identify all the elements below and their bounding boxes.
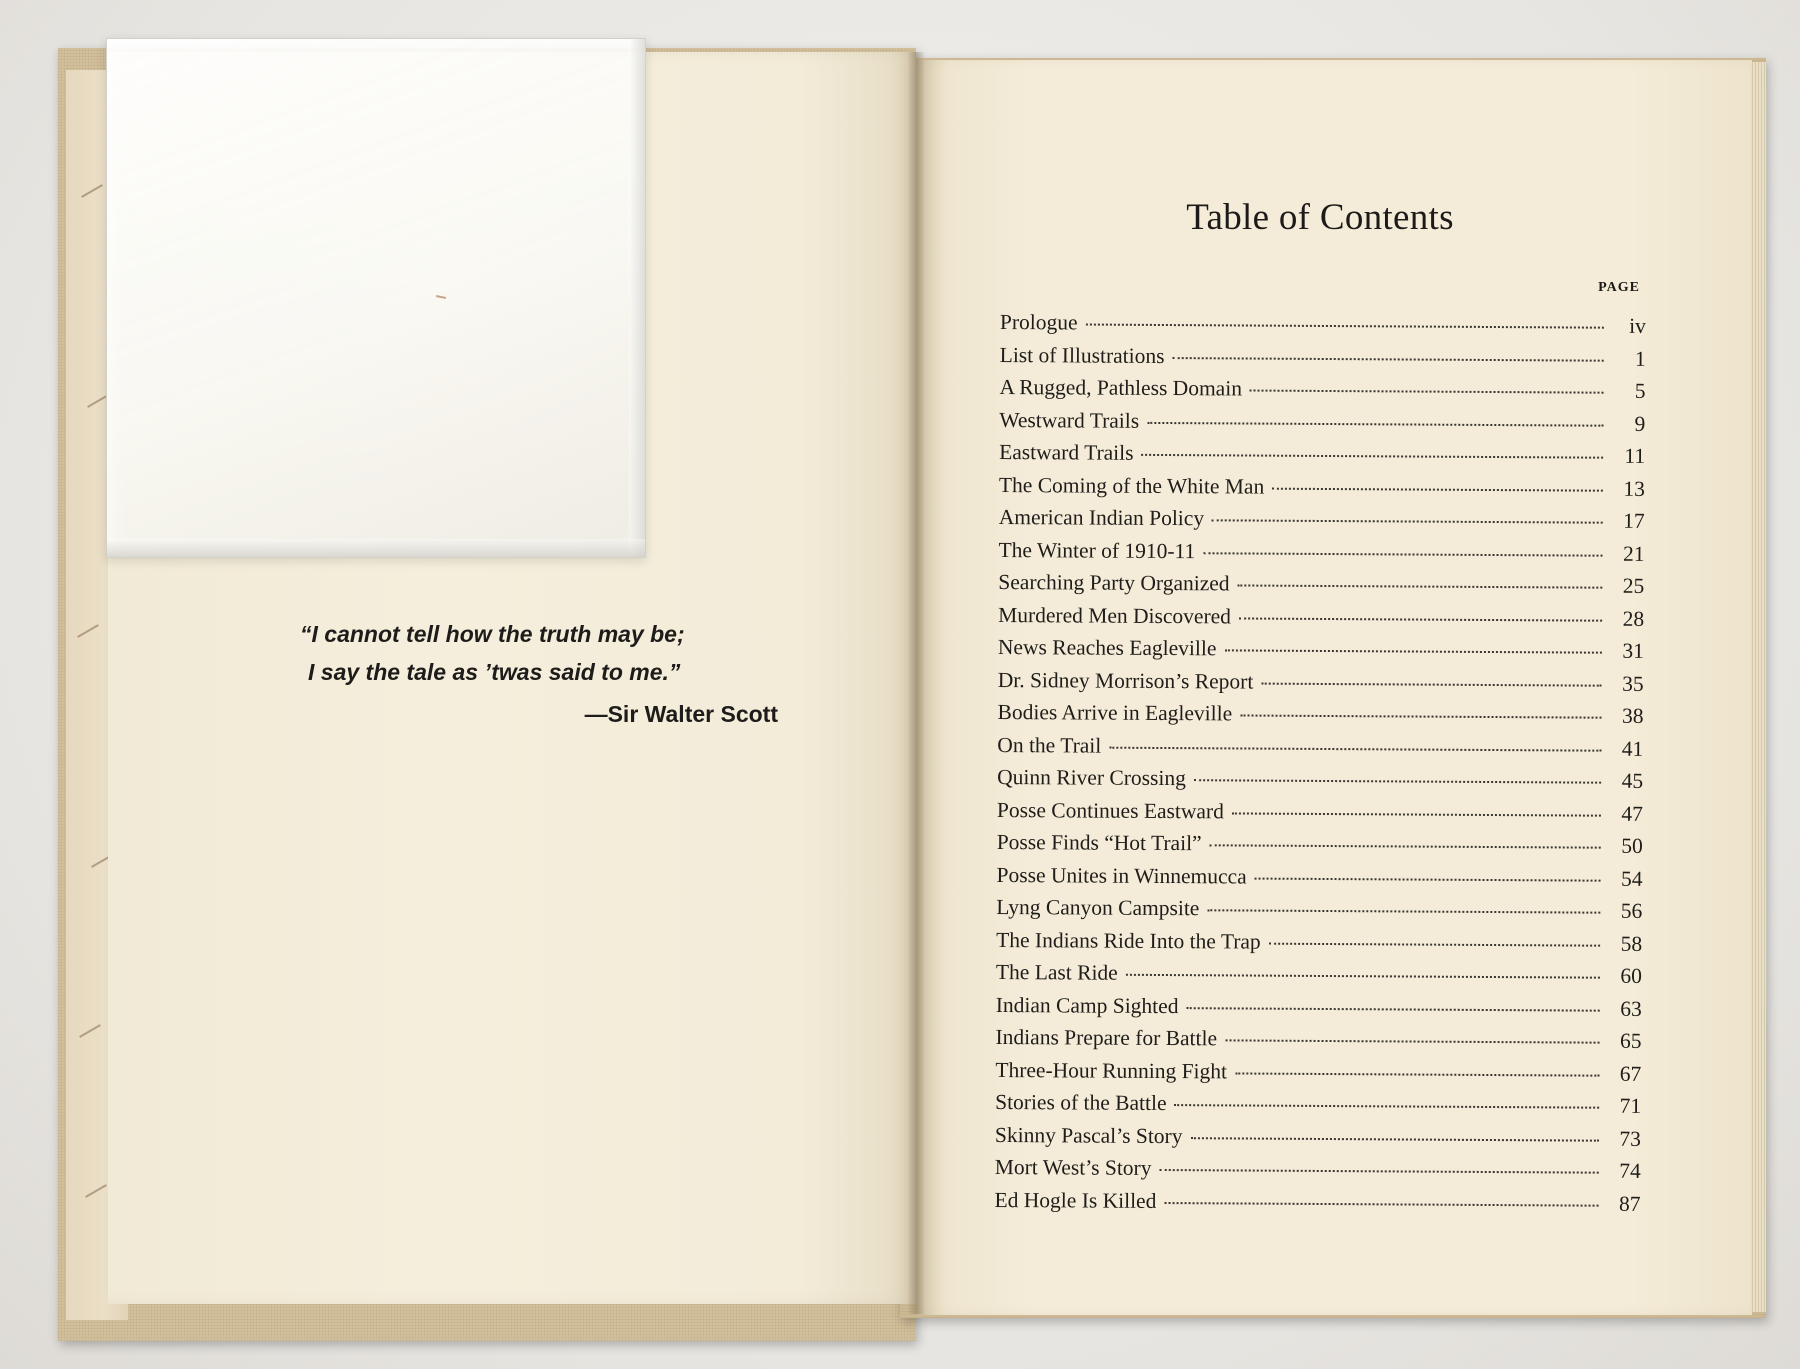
toc-entry-page: 31 — [1622, 638, 1645, 663]
toc-entry-page: 54 — [1620, 866, 1643, 891]
toc-entry — [998, 537, 1644, 573]
toc-entry-title: Stories of the Battle — [995, 1089, 1167, 1116]
toc-entry-page: 58 — [1620, 931, 1643, 956]
toc-dot-leader — [1261, 682, 1601, 686]
toc-entry — [995, 1090, 1641, 1126]
toc-entry-title: Lyng Canyon Campsite — [996, 894, 1200, 921]
toc-entry — [996, 862, 1642, 898]
toc-entry — [995, 1057, 1641, 1093]
epigraph-line-1: “I cannot tell how the truth may be; — [300, 621, 685, 647]
toc-entry-page: 13 — [1623, 476, 1645, 501]
toc-dot-leader — [1232, 812, 1601, 816]
toc-entry-page: 28 — [1622, 606, 1645, 631]
toc-entry-title: Indian Camp Sighted — [995, 992, 1179, 1018]
toc-dot-leader — [1238, 584, 1603, 588]
toc-entry-title: Indians Prepare for Battle — [995, 1024, 1218, 1051]
toc-entry-page: 71 — [1619, 1093, 1642, 1118]
page-edges — [1750, 62, 1766, 1312]
toc-entry-title: Quinn River Crossing — [997, 764, 1186, 791]
toc-entry — [997, 797, 1643, 833]
toc-dot-leader — [1203, 552, 1602, 556]
toc-entry — [994, 1187, 1640, 1223]
toc-dot-leader — [1147, 421, 1603, 426]
toc-entry-page: 11 — [1624, 443, 1646, 468]
toc-entry-page: 50 — [1621, 833, 1643, 858]
toc-list — [994, 310, 1646, 1224]
toc-dot-leader — [1086, 324, 1604, 329]
toc-entry-title: Posse Unites in Winnemucca — [996, 862, 1247, 889]
toc-entry — [999, 440, 1645, 476]
toc-entry-page: 17 — [1623, 508, 1645, 533]
toc-entry — [996, 992, 1642, 1028]
toc-dot-leader — [1235, 1072, 1599, 1076]
toc-entry-title: On the Trail — [997, 732, 1102, 758]
toc-dot-leader — [1225, 1039, 1600, 1043]
toc-dot-leader — [1164, 1202, 1598, 1207]
toc-entry — [996, 960, 1642, 996]
toc-entry-page: 5 — [1634, 378, 1646, 403]
toc-entry-page: 1 — [1634, 346, 1646, 371]
toc-entry-page: 74 — [1619, 1158, 1641, 1183]
toc-entry — [995, 1025, 1641, 1061]
toc-entry-title: Ed Hogle Is Killed — [994, 1187, 1157, 1213]
toc-entry-title: Prologue — [999, 310, 1078, 335]
toc-entry-title: The Coming of the White Man — [998, 472, 1265, 499]
toc-dot-leader — [1269, 942, 1600, 946]
toc-entry-page: 21 — [1622, 541, 1645, 566]
toc-dot-leader — [1207, 909, 1600, 913]
toc-entry — [998, 635, 1644, 671]
toc-entry — [1000, 342, 1646, 378]
toc-dot-leader — [1173, 357, 1604, 362]
toc-entry-page: 63 — [1620, 996, 1642, 1021]
toc-entry-title: Westward Trails — [999, 407, 1140, 433]
toc-entry — [999, 472, 1645, 508]
toc-entry — [997, 830, 1643, 866]
toc-entry-title: Posse Finds “Hot Trail” — [996, 829, 1202, 856]
epigraph-line-2: I say the tale as ’twas said to me.” — [308, 659, 681, 685]
toc-entry — [998, 570, 1644, 606]
toc-entry-title: A Rugged, Pathless Domain — [999, 374, 1243, 401]
toc-entry-page: 56 — [1620, 898, 1643, 923]
toc-entry — [998, 602, 1644, 638]
epigraph — [300, 615, 780, 733]
toc-entry-title: The Last Ride — [995, 959, 1118, 985]
toc-entry — [997, 732, 1643, 768]
toc-entry-title: Dr. Sidney Morrison’s Report — [997, 667, 1254, 694]
toc-dot-leader — [1190, 1137, 1598, 1141]
acrylic-page-weight — [106, 38, 646, 558]
toc-entry-title: Eastward Trails — [999, 439, 1134, 465]
toc-dot-leader — [1272, 487, 1603, 491]
toc-entry-page: 47 — [1621, 801, 1644, 826]
toc-entry-page: 73 — [1619, 1126, 1642, 1151]
toc-entry-title: Three-Hour Running Fight — [995, 1057, 1228, 1083]
toc-entry — [995, 1122, 1641, 1158]
toc-dot-leader — [1126, 974, 1600, 979]
toc-entry — [999, 505, 1645, 541]
book-gutter — [908, 52, 924, 1314]
toc-entry — [996, 895, 1642, 931]
toc-entry-title: List of Illustrations — [999, 342, 1165, 368]
toc-dot-leader — [1186, 1007, 1599, 1012]
toc-entry-page: 67 — [1619, 1061, 1642, 1086]
toc-dot-leader — [1240, 714, 1601, 718]
toc-entry-title: News Reaches Eagleville — [997, 634, 1217, 661]
toc-entry-title: Posse Continues Eastward — [996, 797, 1224, 823]
toc-entry — [997, 765, 1643, 801]
toc-entry-page: 35 — [1622, 671, 1644, 696]
toc-entry-page: 87 — [1618, 1191, 1641, 1216]
toc-entry — [995, 1155, 1641, 1191]
toc-entry — [999, 375, 1645, 411]
toc-entry-title: Murdered Men Discovered — [998, 602, 1232, 628]
toc-dot-leader — [1239, 617, 1602, 621]
toc-entry-page: 45 — [1621, 768, 1644, 793]
toc-entry-title: Bodies Arrive in Eagleville — [997, 699, 1233, 726]
toc-entry — [999, 407, 1645, 443]
toc-dot-leader — [1250, 390, 1604, 394]
toc-entry-page: 65 — [1619, 1028, 1642, 1053]
toc-entry-page: 9 — [1634, 411, 1646, 436]
toc-dot-leader — [1141, 454, 1603, 459]
toc-entry — [997, 700, 1643, 736]
toc-entry-page: 41 — [1621, 736, 1644, 761]
toc-heading: Table of Contents — [1186, 197, 1454, 238]
toc-entry — [996, 927, 1642, 963]
toc-entry — [998, 667, 1644, 703]
toc-entry-page: 60 — [1620, 963, 1643, 988]
toc-entry-title: Searching Party Organized — [998, 569, 1230, 596]
toc-dot-leader — [1224, 649, 1602, 653]
toc-entry-title: Mort West’s Story — [994, 1154, 1152, 1180]
toc-entry-title: Skinny Pascal’s Story — [994, 1122, 1183, 1148]
toc-dot-leader — [1212, 519, 1603, 523]
toc-entry-title: American Indian Policy — [998, 504, 1205, 531]
toc-dot-leader — [1194, 779, 1601, 783]
toc-entry-page: 38 — [1621, 703, 1644, 728]
toc-entry-title: The Winter of 1910-11 — [998, 537, 1196, 563]
toc-page-column-heading: PAGE — [1598, 280, 1640, 295]
toc-entry — [1000, 310, 1646, 346]
toc-entry-page: 25 — [1622, 573, 1645, 598]
toc-dot-leader — [1175, 1104, 1600, 1109]
toc-dot-leader — [1255, 877, 1601, 881]
toc-dot-leader — [1109, 746, 1601, 751]
toc-entry-title: The Indians Ride Into the Trap — [996, 927, 1261, 954]
toc-dot-leader — [1159, 1169, 1598, 1174]
toc-entry-page: iv — [1629, 313, 1646, 338]
toc-dot-leader — [1210, 844, 1601, 848]
epigraph-attribution: —Sir Walter Scott — [584, 701, 778, 727]
